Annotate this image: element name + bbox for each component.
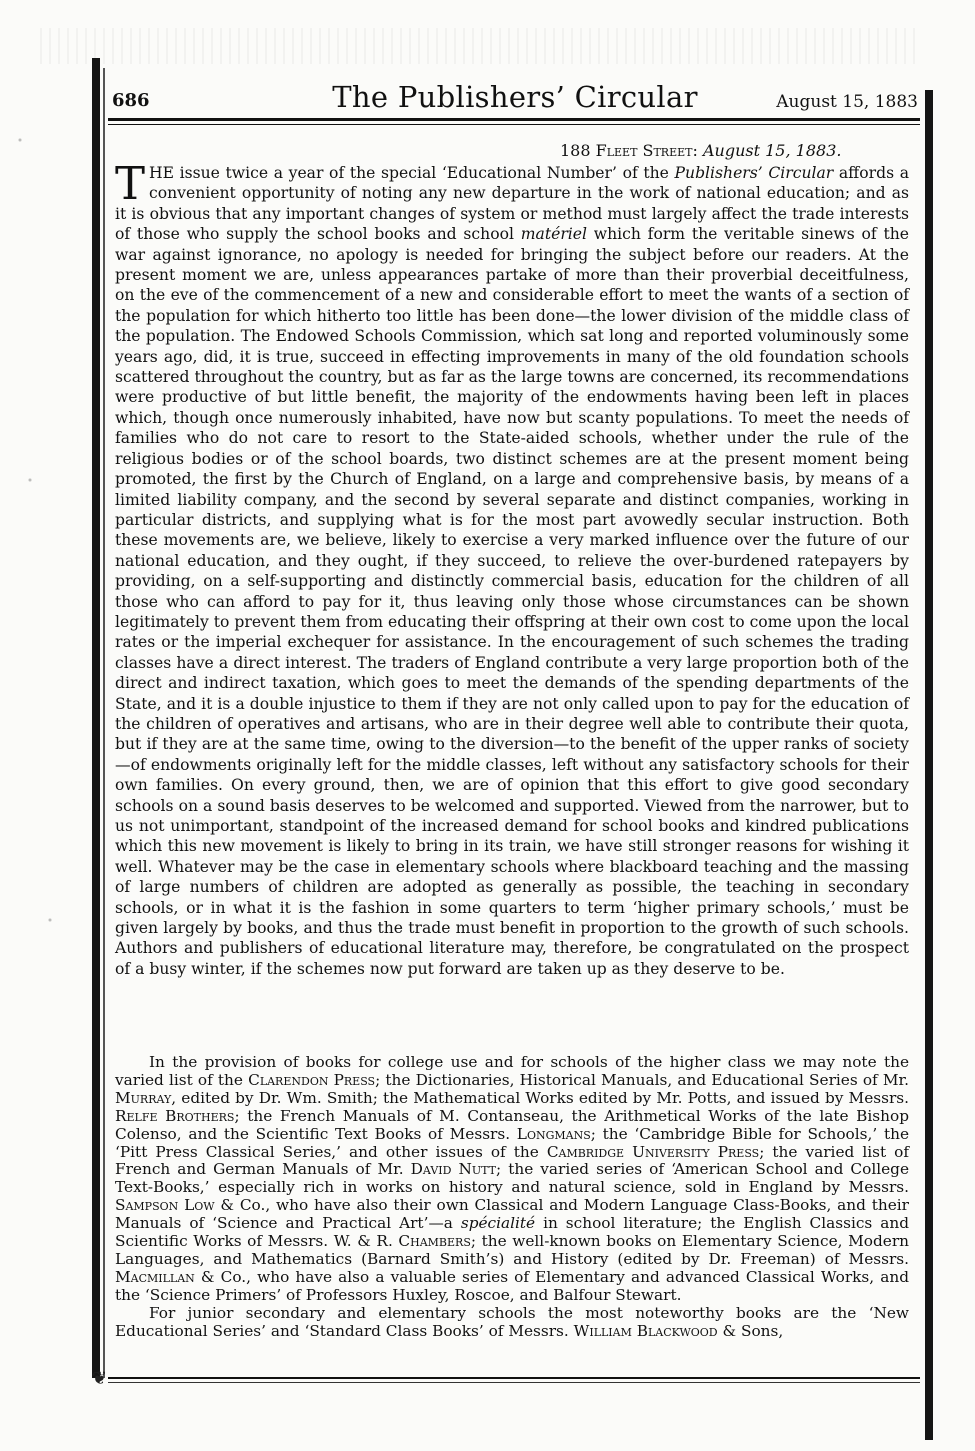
header-rule-thin bbox=[108, 124, 920, 125]
dateline-date: August 15, 1883. bbox=[702, 141, 842, 160]
para2-text: ; the well-known books on Elementary Science, Modern Languages, and Mathematics (Barnard Smith’s) and History (edited by Dr. Freeman) of Messrs. bbox=[115, 1232, 909, 1268]
binding-edge-left-inner bbox=[103, 68, 105, 1378]
issue-date: August 15, 1883 bbox=[776, 92, 918, 112]
para1-publishers-circular: Publishers’ Circular bbox=[674, 164, 834, 182]
dateline bbox=[560, 141, 841, 160]
binding-edge-left bbox=[92, 58, 100, 1378]
running-header bbox=[112, 80, 918, 120]
publisher-macmillan: Macmillan bbox=[115, 1267, 195, 1286]
para2-text: ; the Dictionaries, Historical Manuals, and Educational Series of Mr. bbox=[375, 1070, 910, 1089]
dateline-address: 188 Fleet Street: bbox=[560, 141, 698, 160]
scan-edge-noise bbox=[40, 28, 920, 64]
para1-materiel: matériel bbox=[520, 225, 587, 244]
para1-text-b: affords a convenient opportunity of noting any new departure in the work of national education; and as it is obvious that any important changes of system or method must largely affect the trade interests of those who supply the school books and school bbox=[115, 164, 909, 244]
para2-text: ; the ‘Cambridge Bible for Schools,’ the ‘Pitt Press Classical Series,’ and other issues of the bbox=[115, 1124, 909, 1161]
para2-text: ; the French Manuals of M. Contanseau, the Arithmetical Works of the late Bishop Colenso, and the Scientific Text Books of Messrs. bbox=[115, 1106, 909, 1143]
publisher-chambers: Chambers bbox=[398, 1232, 471, 1251]
para2-text: & Co., who have also a valuable series of Elementary and advanced Classical Works, and the ‘Science Primers’ of Professors Huxley, Roscoe, and Balfour Stewart. bbox=[115, 1267, 909, 1304]
para2-text: In the provision of books for college use and for schools of the higher class we may note the varied list of the bbox=[115, 1053, 909, 1089]
para3-text: For junior secondary and elementary schools the most noteworthy books are the ‘New Educational Series’ and ‘Standard Class Books’ of Messrs. bbox=[115, 1303, 909, 1340]
drop-cap: T bbox=[115, 157, 146, 210]
publisher-blackwood: William Blackwood bbox=[573, 1321, 718, 1340]
footer-rule-thin bbox=[108, 1382, 920, 1383]
publisher-clarendon-press: Clarendon Press bbox=[248, 1070, 376, 1089]
publisher-david-nutt: David Nutt bbox=[410, 1160, 497, 1179]
publisher-sampson-low: Sampson Low bbox=[115, 1196, 215, 1215]
para2-text: , edited by Dr. Wm. Smith; the Mathematical Works edited by Mr. Potts, and issued by Messrs. bbox=[171, 1088, 909, 1107]
para2-text: ; the varied series of ‘American School and College Text-Books,’ especially rich in works on history and natural science, sold in England by Messrs. bbox=[115, 1160, 909, 1197]
binding-edge-right bbox=[925, 90, 933, 1440]
header-rule-thick bbox=[108, 118, 920, 121]
para2-text: & Co., who have also their own Classical and Modern Language Class-Books, and their Manuals of ‘Science and Practical Art’—a bbox=[115, 1196, 909, 1233]
footer-rule bbox=[108, 1377, 920, 1379]
ornament-icon: ❦ bbox=[92, 1368, 108, 1389]
para1-text-c: which form the veritable sinews of the war against ignorance, no apology is needed for bringing the subject before our readers. At the present moment we are, unless appearances partake of more than their proverbial deceitfulness, on the eve of the commencement of a new and considerable effort to meet the wants of a section of the population for which hitherto too little has been done—the lower division of the middle class of the population. The Endowed Schools Commission, which sat long and reported voluminously some years ago, did, it is true, succeed in effecting improvements in many of the old foundation schools scattered throughout the country, but as far as the large towns are concerned, its recommendations were productive of but little benefit, the majority of the endowments having been left in places which, though once numerously inhabited, have now but scanty populations. To meet the needs of families who do not care to resort to the State-aided schools, whether under the rule of the religious bodies or of the school boards, two distinct schemes are at the present moment being promoted, the first by the Church of England, on a large and comprehensive basis, by means of a limited liability company, and the second by several separate and distinct companies, working in particular districts, and supplying what is for the most part avowedly secular instruction. Both these movements are, we believe, likely to exercise a very marked influence over the future of our national education, and they ought, if they succeed, to relieve the over-burdened ratepayers by providing, on a self-supporting and distinctly commercial basis, education for the children of all those who can afford to pay for it, thus leaving only those whose circumstances can be shown legitimately to prevent them from educating their offspring at their own cost to come upon the local rates or the imperial exchequer for assistance. In the encouragement of such schemes the trading classes have a direct interest. The traders of England contribute a very large proportion both of the direct and indirect taxation, which goes to meet the demands of the spending departments of the State, and it is a double injustice to them if they are not only called upon to pay for the education of the children of operatives and artisans, who are in their degree well able to contribute their quota, but if they are at the same time, owing to the diversion—to the benefit of the upper ranks of society—of endowments originally left for the middle classes, left without any satisfactory schools for their own families. On every ground, then, we are of opinion that this effort to give good secondary schools on a sound basis deserves to be welcomed and supported. Viewed from the narrower, but to us not unimportant, standpoint of the increased demand for school books and kindred publications which this new movement is likely to bring in its train, we have still stronger reasons for wishing it well. Whatever may be the case in elementary schools where blackboard teaching and the massing of large numbers of children are adopted as generally as possible, the teaching in secondary schools, or in what it is the fashion in some quarters to term ‘higher primary schools,’ must be given largely by books, and thus the trade must benefit in proportion to the growth of such schools. Authors and publishers of educational literature may, therefore, be congratulated on the prospect of a busy winter, if the schemes now put forward are taken up as they deserve to be. bbox=[115, 225, 909, 978]
journal-title: The Publishers’ Circular bbox=[332, 80, 698, 114]
margin-specks bbox=[0, 0, 80, 1451]
para2-specialite: spécialité bbox=[460, 1214, 536, 1233]
page-number: 686 bbox=[112, 90, 150, 111]
publisher-relfe-brothers: Relfe Brothers bbox=[115, 1106, 235, 1125]
article-paragraph-2 bbox=[115, 1054, 909, 1341]
para2-text: in school literature; the English Classics and Scientific Works of Messrs. W. & R. bbox=[115, 1214, 910, 1251]
article-paragraph-1 bbox=[115, 157, 909, 979]
para3-text: & Sons, bbox=[717, 1321, 784, 1340]
publisher-cambridge-university-press: Cambridge University Press bbox=[546, 1142, 760, 1161]
para1-text-a: HE issue twice a year of the special ‘Educational Number’ of the bbox=[149, 164, 675, 182]
publisher-longmans: Longmans bbox=[516, 1124, 591, 1143]
publisher-murray: Murray bbox=[115, 1088, 172, 1107]
para2-text: ; the varied list of French and German Manuals of Mr. bbox=[115, 1142, 909, 1179]
